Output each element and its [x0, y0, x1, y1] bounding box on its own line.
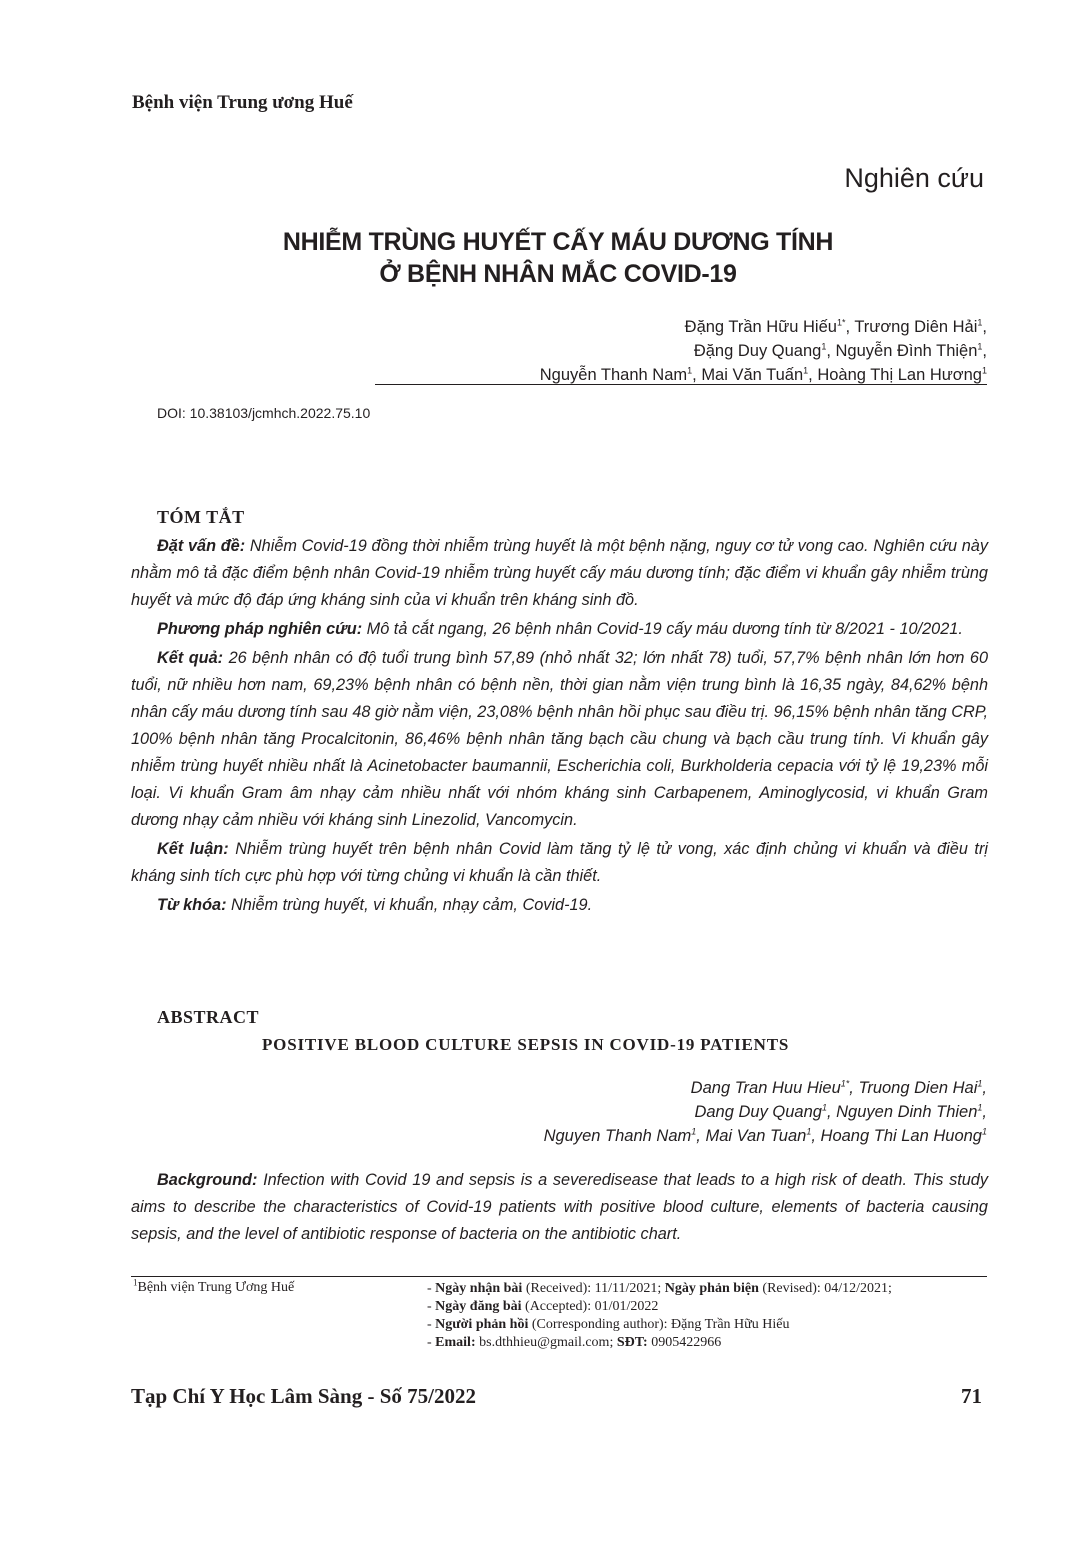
summary-heading: TÓM TẮT — [157, 507, 245, 527]
summary-background — [131, 533, 988, 614]
footnote-divider — [131, 1276, 987, 1277]
authors-line — [540, 315, 987, 339]
author-affiliation: 1 — [821, 341, 827, 352]
corresponding-line — [427, 1316, 892, 1334]
affiliation-footnote — [133, 1277, 295, 1296]
paragraph-label: Background: — [157, 1171, 258, 1189]
abstract-heading: ABSTRACT — [157, 1007, 260, 1027]
author-name: Nguyễn Thanh Nam — [539, 366, 688, 384]
page-number: 71 — [961, 1384, 982, 1408]
author-affiliation: 1 — [691, 1126, 697, 1137]
authors-line — [540, 339, 987, 363]
author-separator: , — [811, 1127, 821, 1145]
author-affiliation: 1 — [981, 365, 987, 376]
paragraph-label: Phương pháp nghiên cứu: — [157, 620, 363, 638]
author-affiliation: 1 — [803, 365, 809, 376]
phone-value: 0905422966 — [647, 1335, 722, 1350]
authors-vietnamese — [540, 315, 987, 387]
affiliation-text: Bệnh viện Trung Ương Huế — [137, 1280, 295, 1295]
summary-conclusion — [131, 836, 988, 890]
dates-line — [427, 1280, 892, 1298]
author-affiliation: 1 — [687, 365, 693, 376]
author-separator: , — [849, 1079, 859, 1097]
author-affiliation: 1* — [840, 1078, 850, 1089]
author-affiliation: 1 — [981, 1126, 987, 1137]
author-affiliation: 1 — [821, 1102, 827, 1113]
paragraph-label: Từ khóa: — [157, 896, 227, 914]
author-separator: , — [808, 366, 818, 384]
author-affiliation: 1 — [977, 1102, 983, 1113]
accepted-label: Ngày đăng bài — [435, 1299, 522, 1314]
paragraph-text: Nhiễm trùng huyết, vi khuẩn, nhạy cảm, Covid-19. — [226, 896, 593, 914]
author-divider — [375, 384, 987, 385]
author-affiliation: 1 — [977, 341, 983, 352]
author-name: Mai Van Tuan — [705, 1127, 807, 1145]
paragraph-text: Nhiễm trùng huyết trên bệnh nhân Covid làm tăng tỷ lệ tử vong, xác định chủng vi khuẩn và điều trị kháng sinh tích cực phù hợp với từng chủng vi khuẩn là cần thiết. — [131, 840, 988, 885]
title-line-2: Ở BỆNH NHÂN MẮC COVID-19 — [379, 260, 737, 288]
article-title — [0, 226, 1090, 290]
summary-results — [131, 645, 988, 834]
email-value[interactable]: bs.dthhieu@gmail.com; — [475, 1335, 617, 1350]
author-name: Truong Dien Hai — [858, 1079, 978, 1097]
author-name: Hoang Thi Lan Huong — [820, 1127, 982, 1145]
received-label: Ngày nhận bài — [435, 1281, 523, 1296]
authors-line — [544, 1100, 987, 1124]
corresponding-value: (Corresponding author): Đặng Trần Hữu Hiếu — [528, 1317, 790, 1332]
abstract-body — [131, 1167, 988, 1250]
abstract-title: POSITIVE BLOOD CULTURE SEPSIS IN COVID-19 PATIENTS — [262, 1035, 790, 1054]
authors-line — [544, 1076, 987, 1100]
section-label: Nghiên cứu — [844, 163, 984, 193]
authors-english — [544, 1076, 987, 1148]
paragraph-label: Đặt vấn đề: — [157, 537, 246, 555]
author-separator: , — [982, 342, 987, 360]
journal-footer: Tạp Chí Y Học Lâm Sàng - Số 75/2022 — [131, 1384, 476, 1408]
authors-line — [544, 1124, 987, 1148]
author-affiliation: 1 — [977, 1078, 983, 1089]
author-affiliation: 1 — [977, 317, 983, 328]
affiliation-mark: 1 — [133, 1277, 138, 1288]
summary-methods — [131, 616, 988, 643]
author-name: Nguyen Thanh Nam — [543, 1127, 692, 1145]
author-name: Đặng Duy Quang — [693, 342, 822, 360]
email-label: Email: — [435, 1335, 476, 1350]
summary-keywords — [131, 892, 988, 919]
bullet-dash: - — [427, 1317, 436, 1332]
received-value: (Received): 11/11/2021; — [522, 1281, 665, 1296]
author-separator: , — [696, 1127, 706, 1145]
author-affiliation: 1 — [806, 1126, 812, 1137]
author-name: Trương Diên Hải — [854, 318, 978, 336]
revised-value: (Revised): 04/12/2021; — [758, 1281, 892, 1296]
bullet-dash: - — [427, 1281, 436, 1296]
revised-label: Ngày phản biện — [664, 1281, 759, 1296]
doi: DOI: 10.38103/jcmhch.2022.75.10 — [157, 405, 371, 421]
running-head: Bệnh viện Trung ương Huế — [132, 92, 353, 113]
author-name: Dang Duy Quang — [694, 1103, 822, 1121]
author-name: Hoàng Thị Lan Hương — [817, 366, 982, 384]
author-separator: , — [692, 366, 702, 384]
abstract-background — [131, 1167, 988, 1248]
author-separator: , — [982, 318, 987, 336]
paragraph-text: Mô tả cắt ngang, 26 bệnh nhân Covid-19 cấy máu dương tính từ 8/2021 - 10/2021. — [362, 620, 963, 638]
author-separator: , — [982, 1079, 987, 1097]
author-separator: , — [982, 1103, 987, 1121]
contact-line — [427, 1334, 892, 1352]
title-line-1: NHIỄM TRÙNG HUYẾT CẤY MÁU DƯƠNG TÍNH — [282, 228, 834, 256]
author-separator: , — [845, 318, 855, 336]
accepted-line — [427, 1298, 892, 1316]
paragraph-text: Nhiễm Covid-19 đồng thời nhiễm trùng huyết là một bệnh nặng, nguy cơ tử vong cao. Nghiên cứu này nhằm mô tả đặc điểm bệnh nhân Covid-19 nhiễm trùng huyết cấy máu dương tính; đặc điểm vi khuẩn gây nhiễm trùng huyết và mức độ đáp ứng kháng sinh của vi khuẩn trên kháng sinh đồ. — [131, 537, 988, 609]
phone-label: SĐT: — [616, 1335, 648, 1350]
bullet-dash: - — [427, 1299, 436, 1314]
author-separator: , — [826, 1103, 837, 1121]
author-name: Nguyen Dinh Thien — [836, 1103, 978, 1121]
author-name: Nguyễn Đình Thiện — [835, 342, 978, 360]
paragraph-label: Kết quả: — [157, 649, 224, 667]
publication-info — [427, 1280, 892, 1352]
author-separator: , — [826, 342, 836, 360]
author-name: Đặng Trần Hữu Hiếu — [684, 318, 837, 336]
accepted-value: (Accepted): 01/01/2022 — [521, 1299, 659, 1314]
author-name: Mai Văn Tuấn — [701, 366, 804, 384]
summary-body — [131, 533, 988, 921]
author-affiliation: 1* — [836, 317, 846, 328]
paragraph-text: 26 bệnh nhân có độ tuổi trung bình 57,89 (nhỏ nhất 32; lớn nhất 78) tuổi, 57,7% bệnh nhân lớn hơn 60 tuổi, nữ nhiều hơn nam, 69,23% bệnh nhân có bệnh nền, thời gian nằm viện trung bình là 16,35 ngày, 84,62% bệnh nhân cấy máu dương tính sau 48 giờ nằm viện, 23,08% bệnh nhân hồi phục sau điều trị. 96,15% bệnh nhân tăng CRP, 100% bệnh nhân tăng Procalcitonin, 86,46% bệnh nhân tăng bạch cầu chung và bạch cầu trung tính. Vi khuẩn gây nhiễm trùng huyết nhiều nhất là Acinetobacter baumannii, Escherichia coli, Burkholderia cepacia với tỷ lệ 19,23% mỗi loại. Vi khuẩn Gram âm nhạy cảm nhiều nhất với nhóm kháng sinh Carbapenem, Aminoglycosid, vi khuẩn Gram dương nhạy cảm nhiều với kháng sinh Linezolid, Vancomycin. — [131, 649, 988, 829]
author-name: Dang Tran Huu Hieu — [690, 1079, 841, 1097]
corresponding-label: Người phản hồi — [435, 1317, 529, 1332]
bullet-dash: - — [427, 1335, 436, 1350]
paragraph-text: Infection with Covid 19 and sepsis is a severedisease that leads to a high risk of death. This study aims to describe the characteristics of Covid-19 patients with positive blood culture, elements of bacteria causing sepsis, and the level of antibiotic response of bacteria on the antibiotic chart. — [131, 1171, 988, 1243]
paragraph-label: Kết luận: — [157, 840, 229, 858]
